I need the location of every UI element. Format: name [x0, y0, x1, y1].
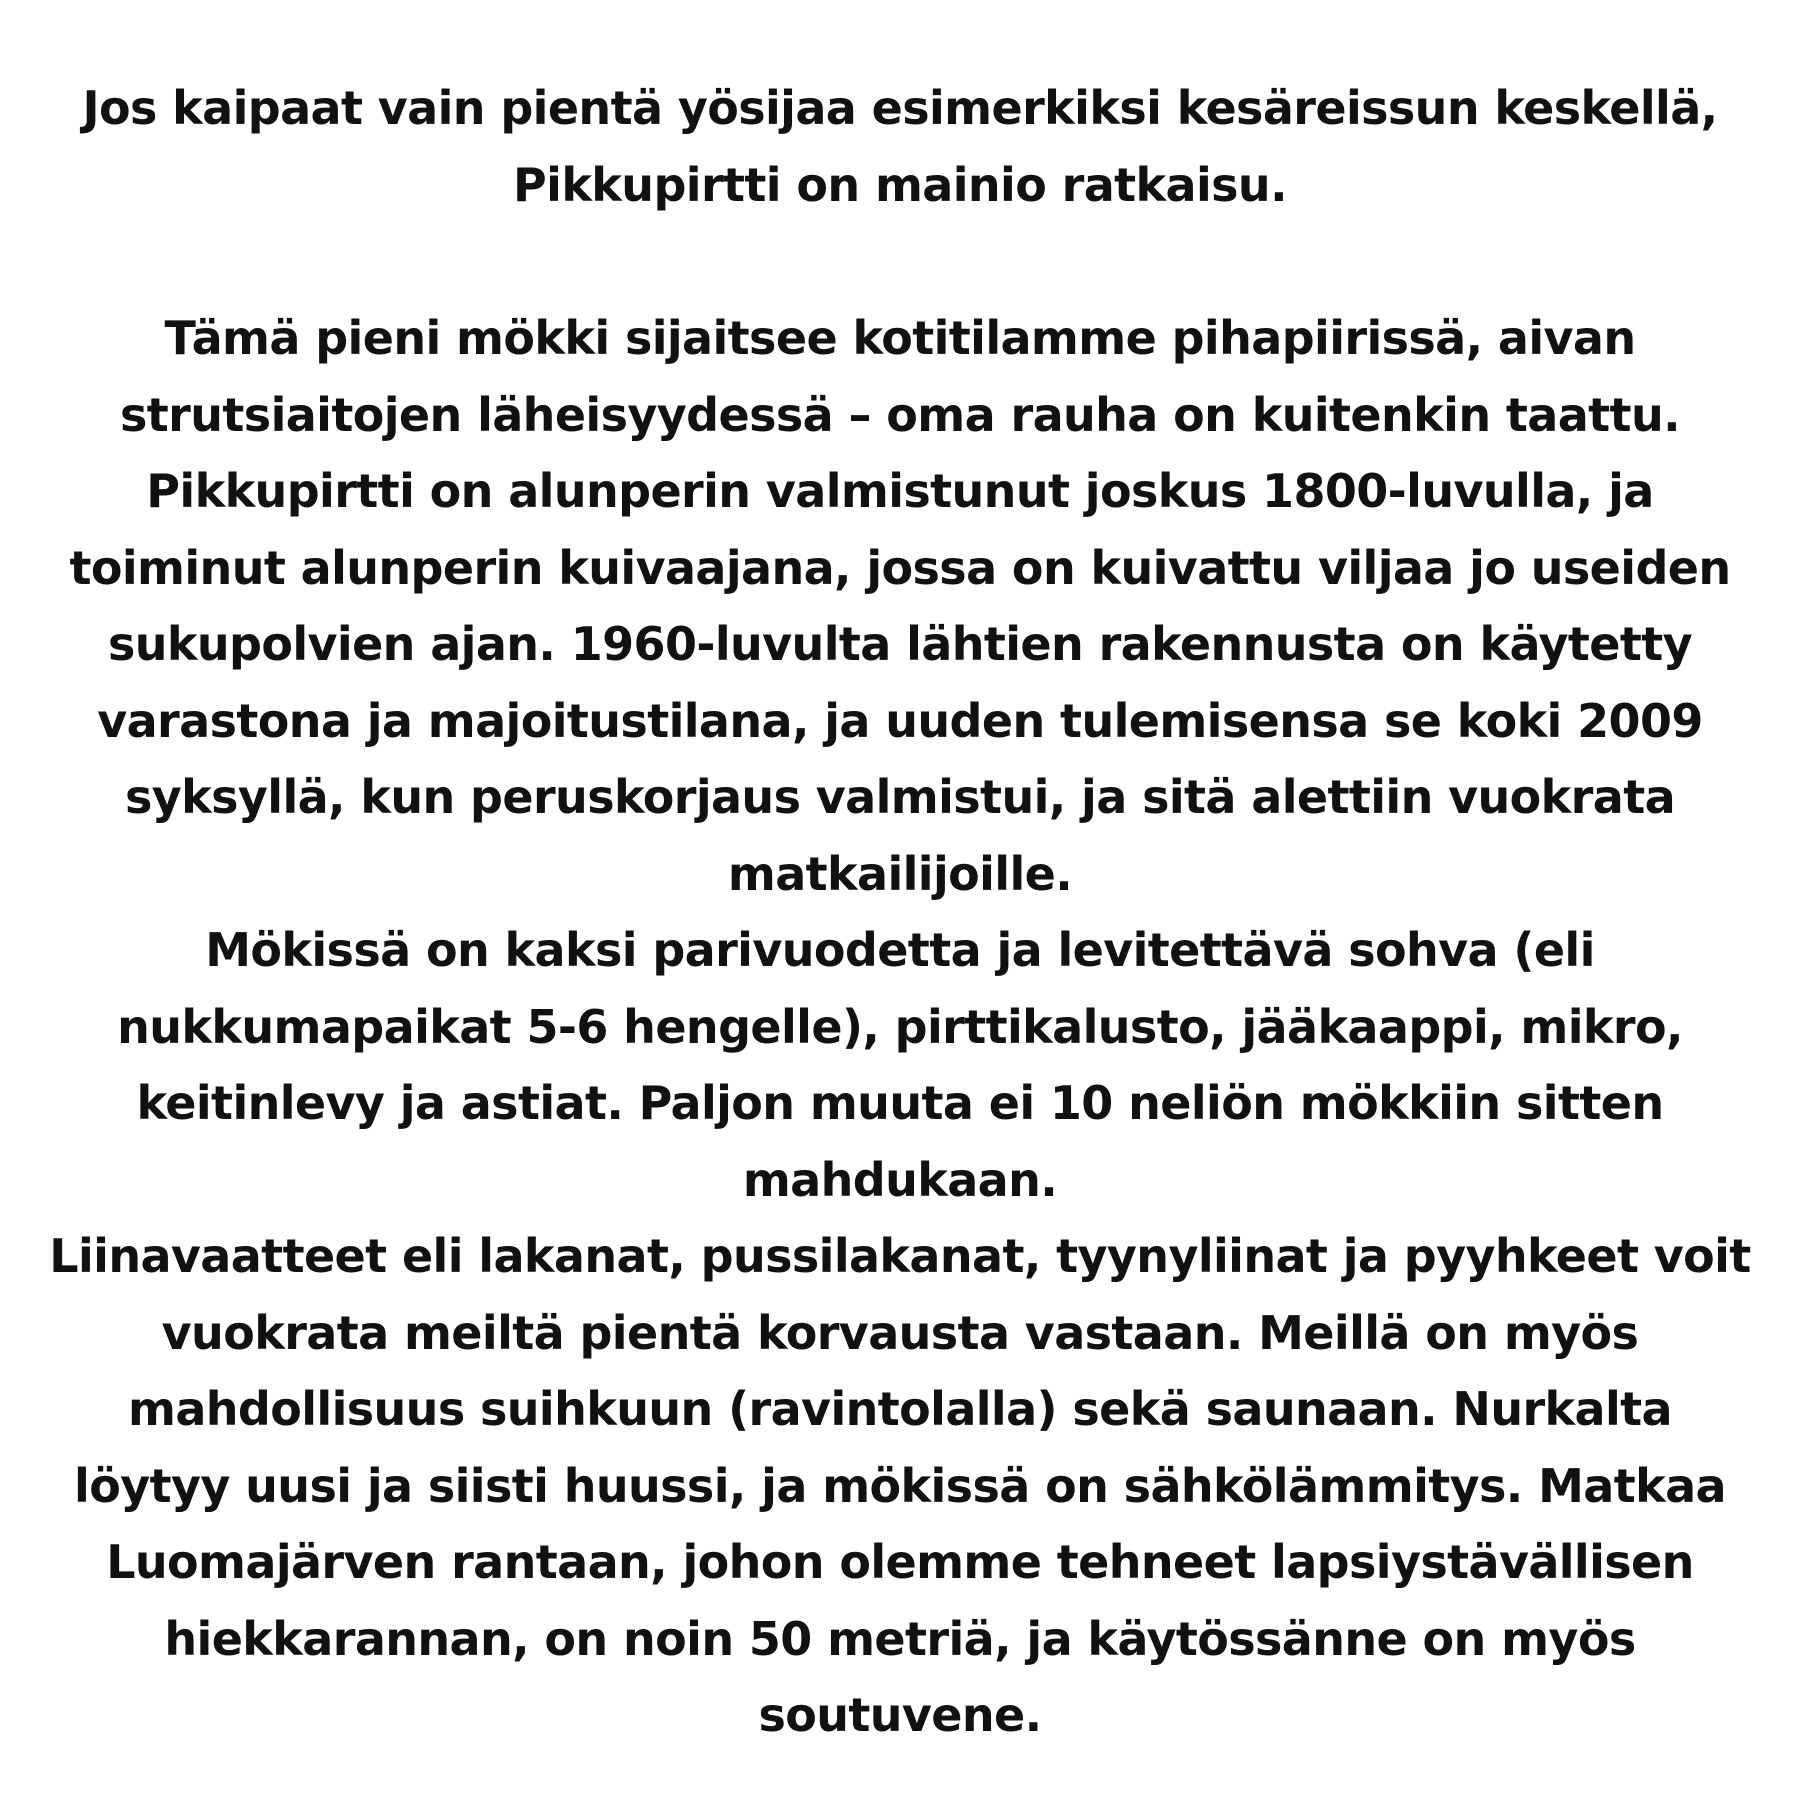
equipment-paragraph: Mökissä on kaksi parivuodetta ja levitettävä sohva (eli nukkumapaikat 5-6 hengelle), pirttikalusto, jääkaappi, mikro, keitinlevy ja astiat. Paljon muuta ei 10 neliön mökkiin sitten mahdukaan. [117, 923, 1683, 1207]
intro-paragraph: Jos kaipaat vain pientä yösijaa esimerkiksi kesäreissun keskellä, Pikkupirtti on mainio ratkaisu. [82, 81, 1718, 212]
services-paragraph: Liinavaatteet eli lakanat, pussilakanat, tyynyliinat ja pyyhkeet voit vuokrata meiltä pientä korvausta vastaan. Meillä on myös mahdollisuus suihkuun (ravintolalla) sekä saunaan. Nurkalta löytyy uusi ja siisti huussi, ja mökissä on sähkölämmitys. Matkaa Luomajärven rantaan, johon olemme tehneet lapsiystävällisen hiekkarannan, on noin 50 metriä, ja käytössänne on myös soutuvene. [49, 1229, 1751, 1742]
history-paragraph: Tämä pieni mökki sijaitsee kotitilamme pihapiirissä, aivan strutsiaitojen läheisyydessä – oma rauha on kuitenkin taattu. Pikkupirtti on alunperin valmistunut joskus 1800-luvulla, ja toiminut alunperin kuivaajana, jossa on kuivattu viljaa jo useiden sukupolvien ajan. 1960-luvulta lähtien rakennusta on käytetty varastona ja majoitustilana, ja uuden tulemisensa se koki 2009 syksyllä, kun peruskorjaus valmistui, ja sitä alettiin vuokrata matkailijoille. [69, 311, 1731, 901]
